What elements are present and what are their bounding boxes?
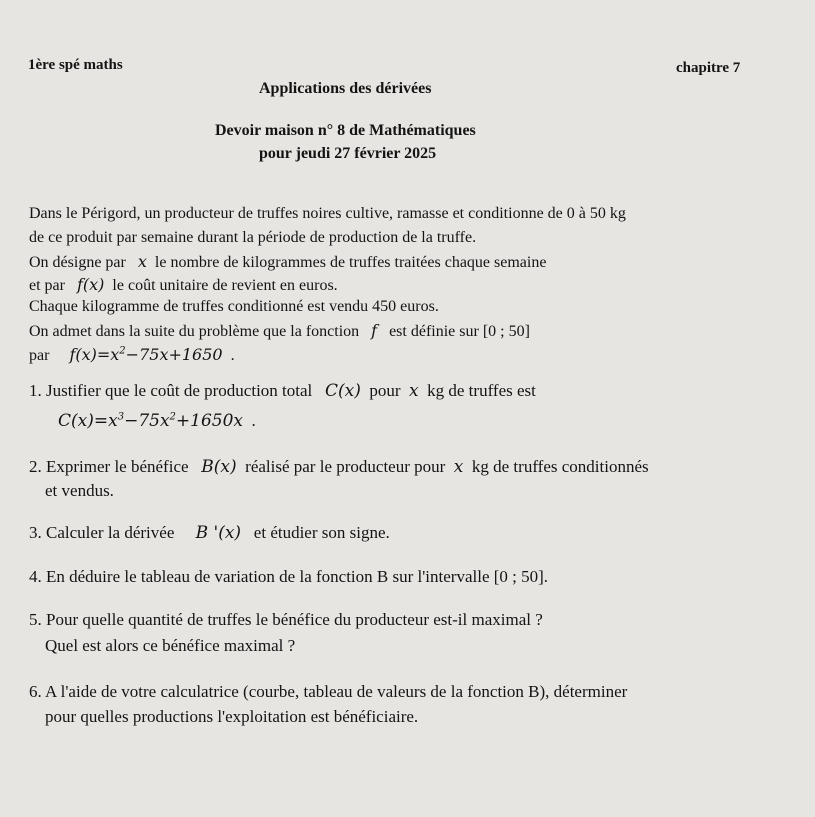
due-date: pour jeudi 27 février 2025 [259, 145, 437, 162]
question-4: 4. En déduire le tableau de variation de la fonction B sur l'intervalle [0 ; 50]. [29, 567, 549, 586]
level-label: 1ère spé maths [28, 57, 123, 73]
intro-line-4: et par f(x) le coût unitaire de revient en euros. [29, 275, 338, 294]
math-f: f [371, 321, 378, 340]
question-2-line-2: et vendus. [45, 481, 114, 500]
intro-line-2: de ce produit par semaine durant la période de production de la truffe. [29, 229, 477, 246]
subject-title: Applications des dérivées [259, 80, 432, 97]
intro-line-1: Dans le Périgord, un producteur de truffes noires cultive, ramasse et conditionne de 0 à 50 kg [29, 205, 626, 222]
question-2: 2. Exprimer le bénéfice B(x) réalisé par le producteur pour x kg de truffes conditionnés [29, 457, 649, 477]
question-5: 5. Pour quelle quantité de truffes le bénéfice du producteur est-il maximal ? [29, 610, 543, 629]
math-fx: f(x) [76, 275, 105, 294]
intro-line-5: Chaque kilogramme de truffes conditionné est vendu 450 euros. [29, 298, 439, 315]
var-x: x [137, 252, 147, 271]
intro-line-3: On désigne par x le nombre de kilogrammes de truffes traitées chaque semaine [29, 252, 547, 271]
chapter-label: chapitre 7 [676, 60, 741, 76]
intro-line-7: par $f(x)=x^2-75x+1650$ . [29, 345, 235, 364]
question-6-line-2: pour quelles productions l'exploitation est bénéficiaire. [45, 707, 419, 726]
homework-title: Devoir maison n° 8 de Mathématiques [215, 122, 476, 139]
f-definition: $f(x)=x^2-75x+1650$ [69, 345, 223, 364]
question-5-line-2: Quel est alors ce bénéfice maximal ? [45, 636, 296, 655]
intro-line-6: On admet dans la suite du problème que la fonction f est définie sur [0 ; 50] [29, 321, 530, 340]
question-1: 1. Justifier que le coût de production total C(x) pour x kg de truffes est [29, 381, 536, 401]
question-3: 3. Calculer la dérivée B '(x) et étudier son signe. [29, 523, 390, 543]
cost-formula: $C(x)=x^3-75x^2+1650x$ . [58, 411, 256, 431]
question-6: 6. A l'aide de votre calculatrice (courbe, tableau de valeurs de la fonction B), déterminer [29, 682, 628, 701]
interval: [0 ; 50] [482, 323, 530, 340]
